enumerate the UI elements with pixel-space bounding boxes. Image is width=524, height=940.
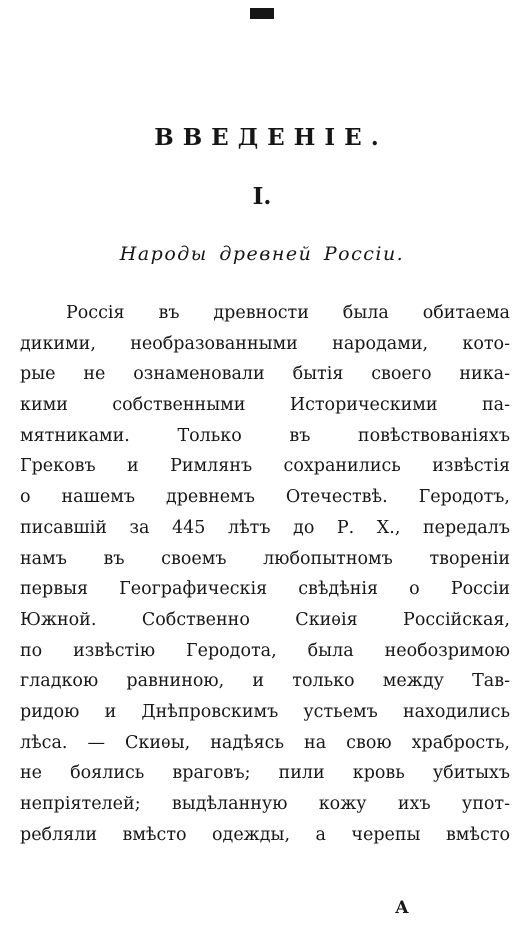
text-line: Грековъ и Римлянъ сохранились извѣстія: [20, 456, 510, 477]
text-line: непріятелей; выдѣланную кожу ихъ упот-: [20, 794, 510, 814]
text-line: намъ въ своемъ любопытномъ твореніи: [20, 548, 510, 569]
text-line: о нашемъ древнемъ Отечествѣ. Геродотъ,: [20, 487, 510, 508]
text-line: гладкою равниною, и только между Тав-: [20, 671, 510, 692]
text-line: дикими, необразованными народами, кото-: [20, 333, 510, 354]
text-line: лѣса. — Скиѳы, надѣясь на свою храбрость,: [20, 732, 510, 753]
text-line: мятниками. Только въ повѣствованіяхъ: [20, 425, 510, 446]
top-rule-mark: [250, 8, 274, 19]
text-line: по извѣстію Геродота, была необозримою: [20, 640, 510, 661]
body-text: [20, 298, 510, 850]
text-line: ребляли вмѣсто одежды, а черепы вмѣсто: [20, 824, 510, 845]
text-line: Россія въ древности была обитаема: [66, 303, 510, 323]
text-line: не боялись враговъ; пили кровь убитыхъ: [20, 763, 510, 784]
text-line: ридою и Днѣпровскимъ устьемъ находились: [20, 701, 510, 722]
text-line: рые не ознаменовали бытія своего ника-: [20, 364, 510, 385]
text-line: первыя Географическія свѣдѣнія о Россіи: [20, 579, 510, 600]
text-line: писавшій за 445 лѣтъ до Р. Х., передалъ: [20, 517, 510, 538]
signature-mark: А: [395, 898, 409, 918]
text-line: Южной. Собственно Скиѳія Россійская,: [20, 609, 510, 630]
text-line: кими собственными Историческими па-: [20, 395, 510, 416]
section-subtitle: Народы древней Россіи.: [119, 243, 405, 265]
chapter-number: I.: [252, 183, 272, 210]
page-title: ВВЕДЕНІЕ.: [154, 124, 388, 151]
